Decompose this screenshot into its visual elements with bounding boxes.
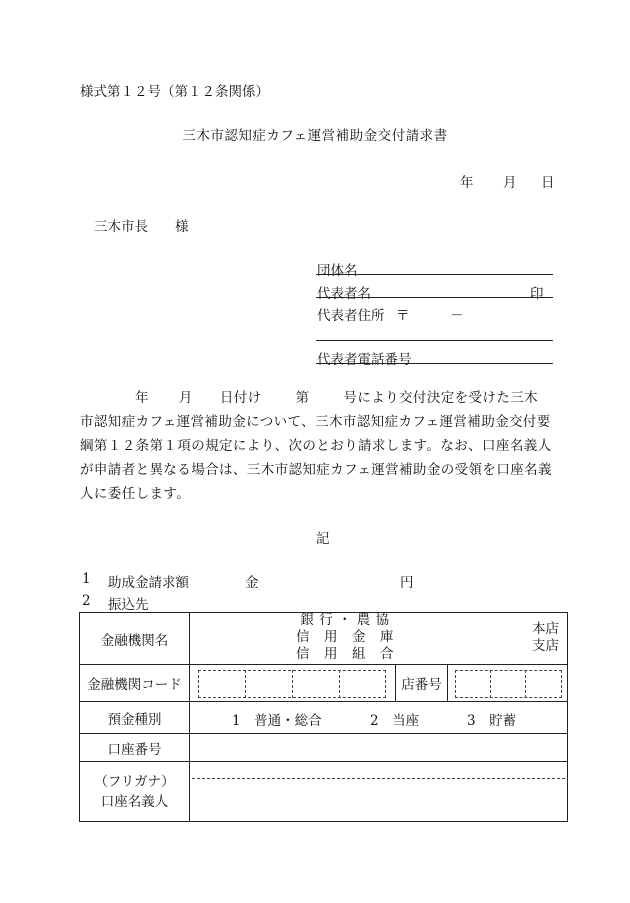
date-year: 年 — [460, 175, 474, 191]
furigana-label: （フリガナ） — [94, 773, 175, 790]
holder-label: 口座名義人 — [100, 793, 169, 810]
code-label: 金融機関コード — [80, 665, 190, 702]
institution-types — [296, 612, 394, 663]
item1-label: 助成金請求額 — [108, 575, 189, 591]
account-no-label: 口座番号 — [80, 734, 190, 762]
para-month: 月 — [178, 390, 193, 406]
branch-no-cell[interactable] — [448, 665, 568, 702]
deposit-option-current[interactable]: 2 当座 — [370, 713, 420, 729]
bank-table — [79, 612, 568, 822]
deposit-row — [80, 702, 568, 734]
holder-label-cell — [80, 762, 190, 822]
paragraph-line-1 — [80, 386, 570, 410]
holder-row — [80, 762, 568, 822]
institution-row — [80, 613, 568, 665]
rep-address-label: 代表者住所 — [317, 308, 385, 324]
deposit-cell — [190, 702, 568, 734]
account-row — [80, 734, 568, 762]
branch-divider-2 — [525, 670, 526, 698]
type-shinkin: 信 用 金 庫 — [296, 629, 394, 645]
branch-divider-1 — [490, 670, 491, 698]
postal-mark: 〒 — [396, 308, 410, 324]
form-number: 様式第１２号（第１２条関係） — [80, 84, 269, 100]
branch-types — [532, 621, 559, 655]
item1-kin: 金 — [245, 575, 259, 591]
date-month: 月 — [503, 175, 517, 191]
seal-mark: 印 — [530, 286, 544, 302]
rep-phone-label: 代表者電話番号 — [317, 352, 412, 368]
furigana-divider — [192, 778, 565, 779]
item2-number: 2 — [82, 593, 91, 609]
rep-phone-line[interactable] — [316, 363, 553, 364]
addressee: 三木市長 様 — [94, 219, 189, 235]
deposit-option-ordinary[interactable]: 1 普通・総合 — [232, 713, 322, 729]
date-day: 日 — [541, 175, 555, 191]
ki-heading: 記 — [316, 531, 330, 547]
deposit-label: 預金種別 — [80, 702, 190, 734]
para-date-suffix: 日付け — [219, 390, 262, 406]
branch-sub: 支店 — [532, 638, 560, 654]
account-no-cell[interactable] — [190, 734, 568, 762]
code-divider-2 — [292, 670, 293, 698]
org-name-label: 団体名 — [317, 263, 358, 279]
code-divider-1 — [245, 670, 246, 698]
deposit-option-savings[interactable]: 3 貯蓄 — [467, 713, 517, 729]
institution-label: 金融機関名 — [80, 613, 190, 665]
form-title: 三木市認知症カフェ運営補助金交付請求書 — [182, 128, 448, 144]
branch-no-label: 店番号 — [396, 665, 448, 702]
rep-name-label: 代表者名 — [317, 286, 371, 302]
paragraph-line-2: 市認知症カフェ運営補助金について、三木市認知症カフェ運営補助金交付要 — [80, 414, 551, 430]
code-divider-3 — [339, 670, 340, 698]
para-number-prefix: 第 — [295, 390, 310, 406]
request-paragraph — [80, 386, 570, 506]
postal-dash: － — [450, 308, 464, 324]
type-bank: 銀 行 ・ 農 協 — [300, 612, 390, 628]
item1-yen: 円 — [400, 575, 414, 591]
branch-no-box[interactable] — [455, 670, 562, 698]
branch-head: 本店 — [532, 621, 560, 637]
item1-number: 1 — [82, 571, 91, 587]
rep-address-line[interactable] — [316, 340, 553, 341]
para-year: 年 — [135, 390, 149, 406]
code-cell[interactable] — [190, 665, 396, 702]
code-row — [80, 665, 568, 702]
paragraph-line-3: 綱第１２条第１項の規定により、次のとおり請求します。なお、口座名義人 — [80, 438, 552, 454]
item2-label: 振込先 — [108, 597, 149, 613]
para-line1-text: 号により交付決定を受けた三木 — [343, 390, 539, 406]
type-shinkumi: 信 用 組 合 — [296, 646, 394, 662]
rep-name-line[interactable] — [316, 297, 553, 298]
paragraph-line-4: が申請者と異なる場合は、三木市認知症カフェ運営補助金の受領を口座名義 — [80, 462, 552, 478]
holder-cell[interactable] — [190, 762, 568, 822]
org-name-line[interactable] — [316, 274, 553, 275]
institution-cell[interactable] — [190, 613, 568, 665]
paragraph-line-5: 人に委任します。 — [80, 486, 191, 502]
